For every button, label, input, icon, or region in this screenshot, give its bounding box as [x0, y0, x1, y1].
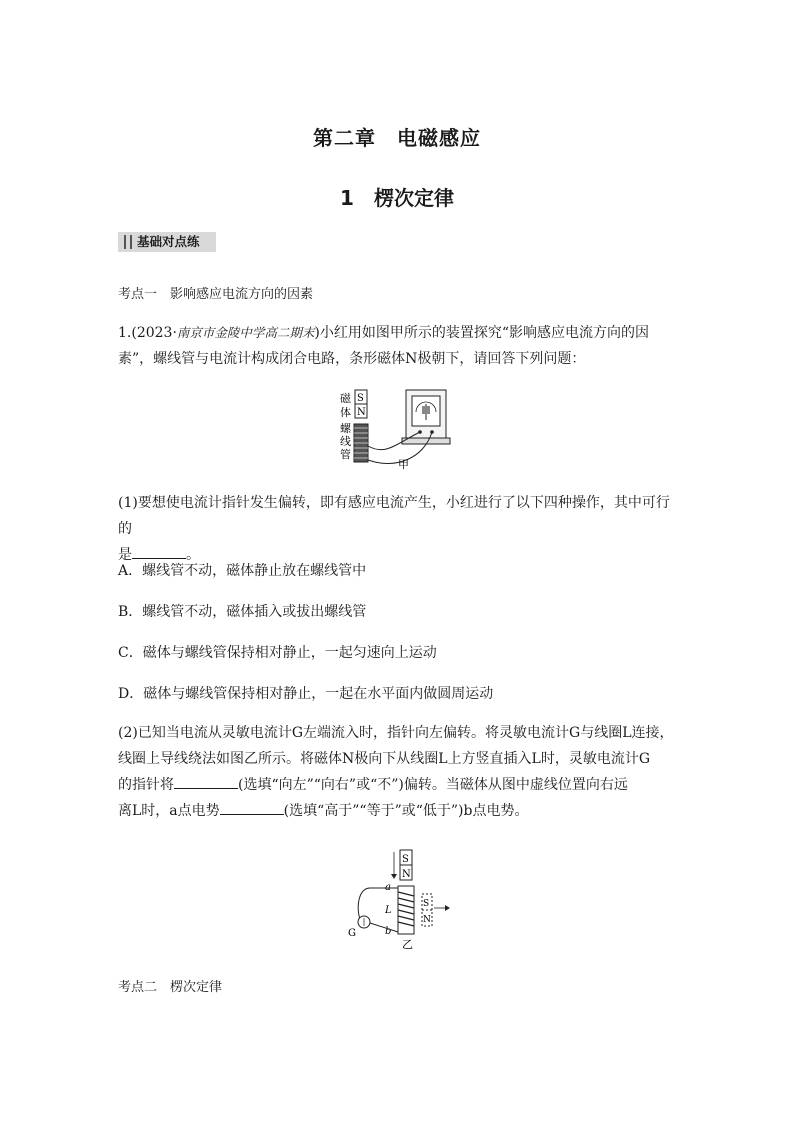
section-badge-label: 基础对点练	[137, 234, 200, 249]
figure-jia	[336, 388, 462, 472]
fig2-caption: 乙	[402, 938, 413, 951]
option-c: C．磁体与螺线管保持相对静止，一起匀速向上运动	[118, 645, 437, 661]
fig2-pole-n: N	[402, 869, 411, 880]
answer-blank-1[interactable]	[132, 544, 186, 559]
question-1-line-a	[118, 320, 678, 346]
sub2-line-2: 线圈上导线绕法如图乙所示。将磁体N极向下从线圈L上方竖直插入L时，灵敏电流计G	[118, 751, 651, 767]
option-d: D．磁体与螺线管保持相对静止，一起在水平面内做圆周运动	[118, 686, 494, 702]
bar-magnet-top	[400, 850, 412, 880]
galvanometer	[402, 390, 450, 444]
sub2-line4-suffix: (选填“高于”“等于”或“低于”)b点电势。	[283, 803, 529, 819]
kaodian-2-heading: 考点二 楞次定律	[118, 980, 223, 995]
source-open: (2023·	[131, 325, 177, 341]
solenoid	[354, 424, 368, 462]
fig2-label-b: b	[385, 926, 392, 937]
fig1-pole-s: S	[357, 393, 364, 404]
question-1-stem	[118, 320, 678, 372]
sub2-line-1: (2)已知当电流从灵敏电流计G左端流入时，指针向左偏转。将灵敏电流计G与线圈L连接，	[118, 725, 674, 741]
question-source: 南京市金陵中学高二期末	[176, 325, 315, 340]
fig2-pole-n-2: N	[423, 915, 431, 925]
fig2-label-l: L	[385, 905, 392, 916]
fig2-label-g: G	[348, 928, 356, 939]
sub-question-2	[118, 720, 678, 824]
answer-blank-2[interactable]	[174, 774, 238, 789]
magnet-dashed-position	[422, 894, 432, 926]
fig2-pole-s-2: S	[423, 899, 430, 909]
fig1-magnet-label-1: 磁	[340, 392, 351, 405]
sub-question-1	[118, 490, 678, 568]
section-badge	[118, 232, 216, 252]
question-number: 1.	[118, 325, 132, 341]
sub1-suffix: 。	[186, 547, 200, 563]
bar-magnet	[355, 390, 367, 418]
lesson-title: 1 楞次定律	[340, 186, 454, 210]
question-1-text-a: 小红用如图甲所示的装置探究“影响感应电流方向的因	[319, 325, 650, 341]
fig1-pole-n: N	[357, 407, 366, 418]
question-1-line-b: 素”，螺线管与电流计构成闭合电路，条形磁体N极朝下，请回答下列问题：	[118, 351, 586, 367]
fig1-magnet-label-2: 体	[340, 406, 351, 419]
sub1-line-a: (1)要想使电流计指针发生偏转，即有感应电流产生，小红进行了以下四种操作，其中可行的	[118, 495, 670, 537]
sub2-line3-suffix: (选填“向左”“向右”或“不”)偏转。当磁体从图中虚线位置向右远	[238, 777, 628, 793]
coil-l	[398, 886, 414, 934]
badge-bars-icon	[124, 235, 132, 249]
option-b: B．螺线管不动，磁体插入或拔出螺线管	[118, 604, 367, 620]
kaodian-1-heading: 考点一 影响感应电流方向的因素	[118, 287, 314, 302]
sub2-line-4	[118, 798, 678, 824]
fig2-label-a: a	[385, 882, 391, 893]
chapter-title: 第二章 电磁感应	[313, 126, 481, 150]
fig1-coil-label-1: 螺	[340, 422, 351, 435]
sub2-line4-prefix: 离L时，a点电势	[118, 803, 220, 819]
fig1-coil-label-2: 线	[340, 435, 351, 448]
sub2-line3-prefix: 的指针将	[118, 777, 174, 793]
fig2-pole-s: S	[402, 854, 409, 865]
answer-blank-3[interactable]	[220, 800, 284, 815]
sub2-line-3	[118, 772, 678, 798]
option-a: A．螺线管不动，磁体静止放在螺线管中	[118, 563, 367, 579]
source-close: )	[314, 325, 320, 341]
fig1-coil-label-3: 管	[340, 448, 351, 461]
figure-yi	[342, 848, 462, 952]
sub1-prefix: 是	[118, 547, 132, 563]
fig1-caption: 甲	[398, 458, 409, 471]
